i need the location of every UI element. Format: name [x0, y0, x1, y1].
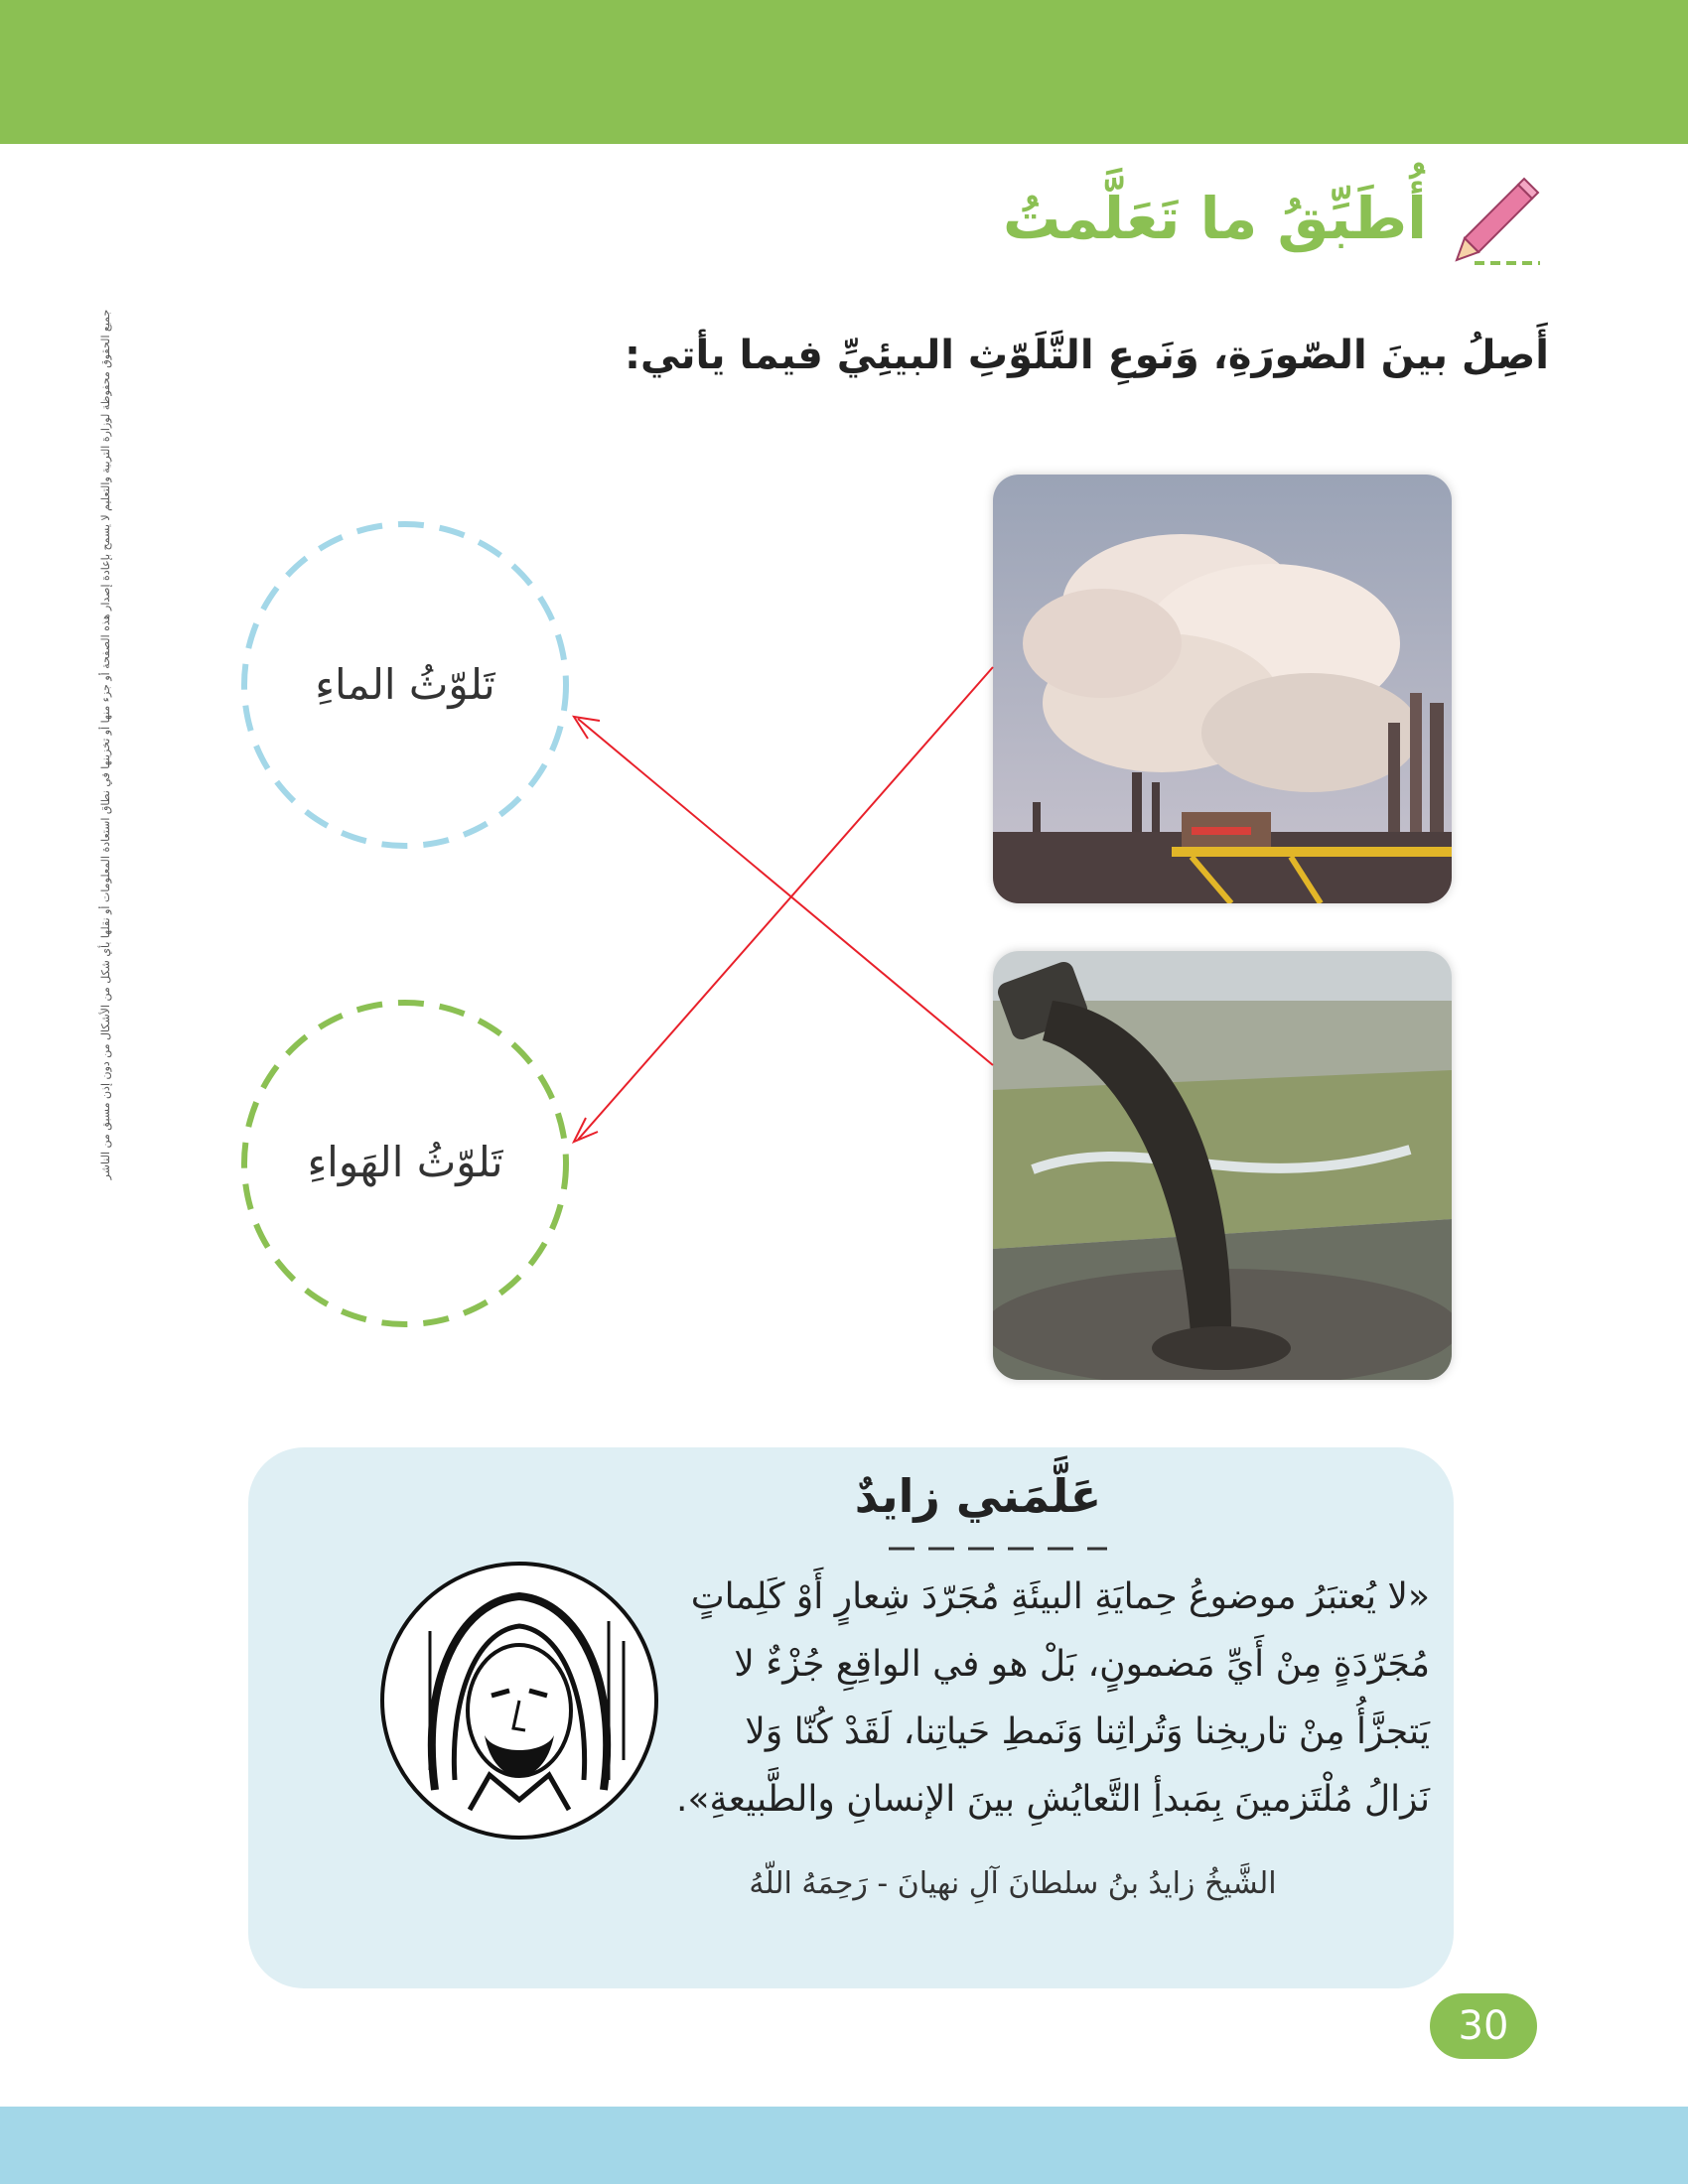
zayed-attribution: الشَّيخُ زايدُ بنُ سلطانَ آلِ نهيانَ - رَحِمَهُ اللّهُ — [749, 1866, 1277, 1901]
copyright-note: جميع الحقوق محفوظة لوزارة التربية والتعليم لا يسمح بإعادة إصدار هذه الصفحة أو جزء منها أو تخزينها في نطاق استعادة المعلومات أو نقلها بأي شكل من الأشكال من دون إذن مسبق من الناشر — [99, 309, 112, 1180]
answer-line-pipe — [578, 719, 993, 1065]
exercise-instruction: أَصِلُ بينَ الصّورَةِ، وَنَوعِ التَّلَوّثِ البيئِيِّ فيما يأتي: — [625, 333, 1549, 378]
section-title: أُطَبِّقُ ما تَعَلَّمتُ — [1002, 185, 1427, 252]
arrow-head-water — [574, 717, 600, 739]
page-number: 30 — [1430, 1993, 1537, 2059]
option-air-pollution[interactable]: تَلوّثُ الهَواءِ — [307, 1138, 503, 1186]
bottom-color-band — [0, 2107, 1688, 2184]
zayed-title: عَلَّمَني زايدٌ — [854, 1469, 1102, 1523]
option-water-pollution[interactable]: تَلوّثُ الماءِ — [315, 660, 495, 709]
sheikh-zayed-portrait — [380, 1562, 658, 1840]
zayed-quote: «لا يُعتبَرُ موضوعُ حِمايَةِ البيئَةِ مُجَرّدَ شِعارٍ أَوْ كَلِماتٍ مُجَرّدَةٍ مِنْ أَيِّ مَضمونٍ، بَلْ هو في الواقِعِ جُزْءٌ لا يَتجزَّأُ مِنْ تاريخِنا وَتُراثِنا وَنَمطِ حَياتِنا، لَقَدْ كُنّا وَلا نَزالُ مُلْتَزمينَ بِمَبدأِ التَّعايُشِ بينَ الإنسانِ والطَّبيعةِ». — [676, 1576, 1430, 1820]
answer-line-factory — [578, 667, 993, 1140]
title-underline — [889, 1544, 1107, 1554]
